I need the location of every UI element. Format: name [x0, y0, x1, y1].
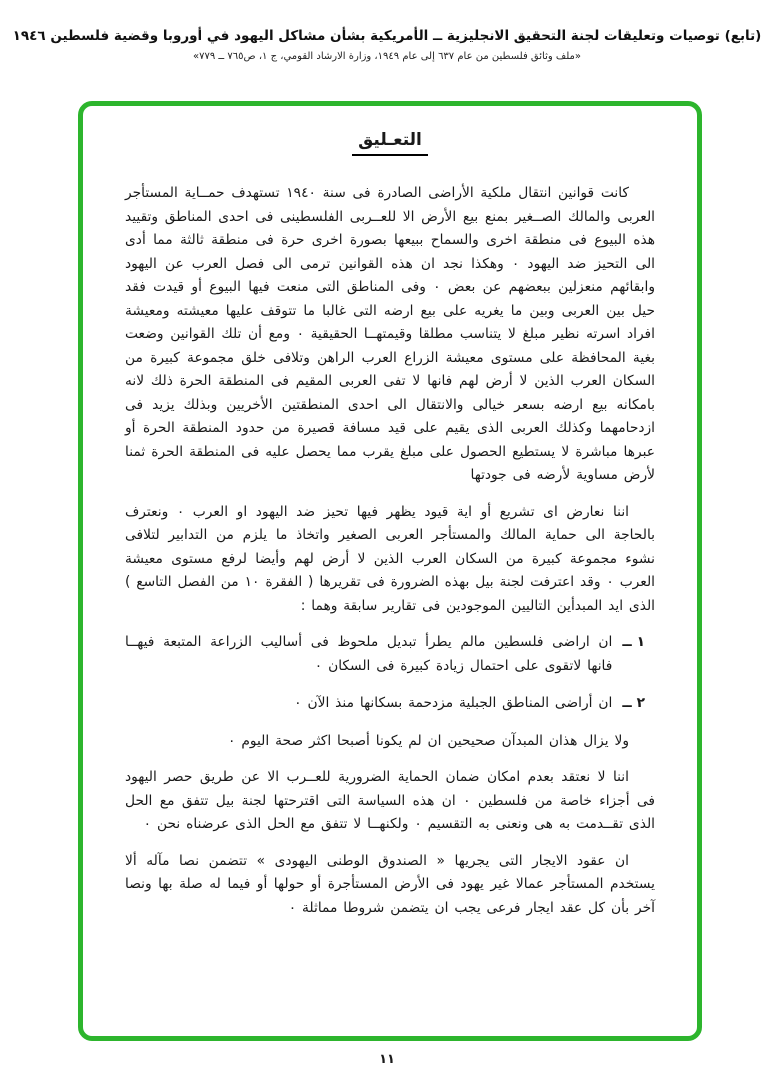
numbered-item-1: [125, 631, 645, 678]
document-frame: [78, 101, 702, 1041]
item-2-number: ٢ ــ: [622, 695, 645, 711]
paragraph-opposition-to-bias: اننا نعارض اى تشريع أو اية قيود يظهر فيها تحيز ضد اليهود او العرب ٠ ونعترف بالحاجة الى حماية المالك والمستأجر العربى الصغير واتخاذ ما يلزم من التدابير لتلافى نشوء مجموعة كبيرة من السكان العرب الذين لا أرض لهم وأيضا لرفع مستوى معيشة العرب ٠ وقد اعترفت لجنة بيل بهذه الضرورة فى تقريرها ( الفقرة ١٠ من الفصل التاسع ) الذى ايد المبدأين التاليين الموجودين فى تقارير سابقة وهما :: [125, 503, 655, 614]
paragraph-land-transfer-laws: كانت قوانين انتقال ملكية الأراضى الصادرة فى سنة ١٩٤٠ تستهدف حمــاية المستأجر العربى والمالك الصــغير بمنع بيع الأرض الا للعــربى الفلسطينى فى احدى المناطق وتقييد هذه البيوع فى منطقة اخرى والسماح ببيعها بصورة اخرى حرة فى منطقة ثالثة مما أدى الى التحيز ضد اليهود ٠ وهكذا نجد ان هذه القوانين ترمى الى فصل العرب عن اليهود وابقائهم منعزلين ببعضهم عن بعض ٠ وفى المناطق التى منعت فيها البيوع أو قيدت فقد حيل بين العربى وبين ما يغريه على بيع ارضه التى غالبا ما تتوقف عليها معيشته ومعيشة افراد اسرته نظير مبلغ لا يتناسب مطلقا وقيمتهــا الحقيقية ٠ ومع أن تلك القوانين وضعت بغية المحافظة على مستوى معيشة الزراع العرب الراهن وتلافى خلق مجموعة كبيرة من السكان العرب الذين لا أرض لهم فانها لا تفى العربى المقيم فى المنطقة الحرة ذلك لانه بامكانه بيع ارضه بسعر خيالى والانتقال الى احدى المنطقتين الأخريين وبذلك يزيد فى ازدحامهما وكذلك العربى الذى يقيم على قيد مسافة قصيرة من حدود المنطقة الحرة أو عبرها مباشرة لا يستطيع الحصول على مبلغ يقرب مما يحصل عليه فى المنطقة الحرة ثمنا لأرض مساوية لأرضه فى جودتها: [125, 185, 655, 483]
header-source-reference: «ملف وثائق فلسطين من عام ٦٣٧ إلى عام ١٩٤٩، وزارة الارشاد القومي، ج ١، ص٧٦٥ ــ ٧٧٩»: [192, 51, 582, 62]
header-title: (تابع) توصيات وتعليقات لجنة التحقيق الانجليزية ــ الأمريكية بشأن مشاكل اليهود في أوروبا وقضية فلسطين ١٩٤٦: [12, 28, 762, 44]
paragraph-partition-policy: اننا لا نعتقد بعدم امكان ضمان الحماية الضرورية للعــرب الا عن طريق حصر اليهود فى أجزاء خاصة من فلسطين ٠ ان هذه السياسة التى اقترحتها لجنة بيل تتفق مع الحل الذى تقــدمت به هى ونعنى به التقسيم ٠ ولكنهــا لا تتفق مع الحل الذى عرضناه نحن ٠: [125, 769, 655, 832]
page-number: ١١: [379, 1052, 395, 1067]
paragraph-principles-still-valid: ولا يزال هذان المبدآن صحيحين ان لم يكونا أصبحا اكثر صحة اليوم ٠: [228, 732, 629, 749]
document-title: [125, 130, 655, 156]
paragraph-jnf-lease-contracts: ان عقود الايجار التى يجريها « الصندوق الوطنى اليهودى » تتضمن نصا مآله ألا يستخدم المستأجر عمالا غير يهود فى الأرض المستأجرة أو حولها أو فيما له صلة بها ونصا آخر بأن كل عقد ايجار فرعى يجب ان يتضمن شروطا مماثلة ٠: [125, 852, 655, 916]
item-2-text: ان أراضى المناطق الجبلية مزدحمة بسكانها منذ الآن ٠: [294, 695, 613, 711]
page-header: [0, 0, 774, 62]
item-1-number: ١ ــ: [622, 634, 645, 650]
numbered-item-2: [125, 692, 645, 716]
document-title-text: التعـليق: [352, 130, 428, 156]
item-1-text: ان اراضى فلسطين مالم يطرأ تبديل ملحوظ فى أساليب الزراعة المتبعة فيهــا فانها لاتقوى على احتمال زيادة كبيرة فى السكان ٠: [125, 634, 613, 674]
